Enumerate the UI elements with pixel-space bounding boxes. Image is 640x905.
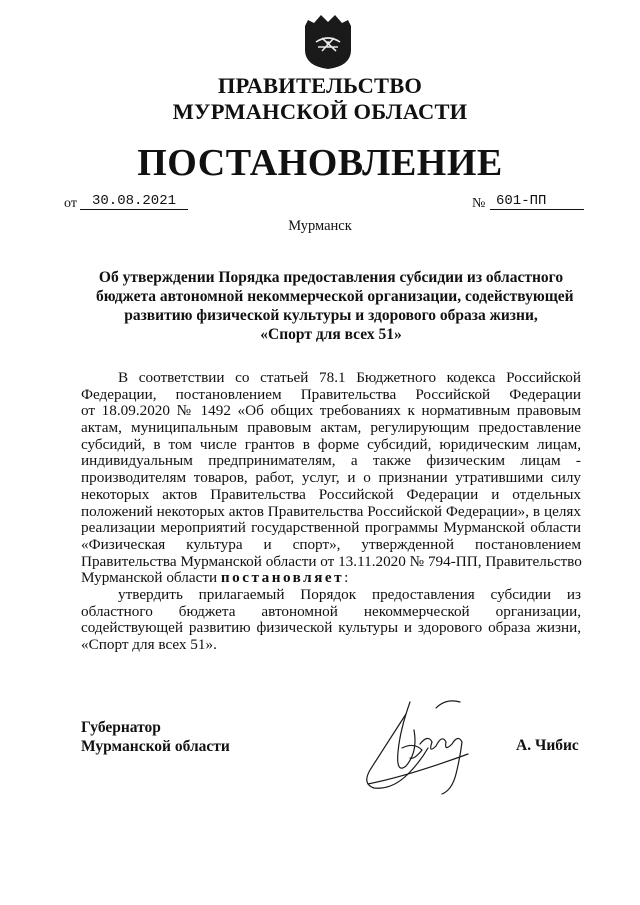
body-line: некоторых актов Правительства Российской Федерации и отдельных — [81, 485, 581, 503]
body-line: «Спорт для всех 51». — [81, 636, 217, 653]
body-line: «Физическая культура и спорт», утвержденной постановлением — [81, 535, 581, 553]
date-label: от — [64, 196, 77, 211]
position-line: Мурманской области — [81, 738, 230, 755]
decree-word: постановляет — [220, 569, 345, 587]
subject-line: «Спорт для всех 51» — [260, 326, 402, 343]
signatory-position — [81, 718, 230, 756]
body-line-decree — [81, 570, 581, 587]
body-line: субсидий, в том числе грантов в форме субсидий, юридическим лицам, — [81, 435, 581, 453]
document-title: ПОСТАНОВЛЕНИЕ — [137, 142, 503, 184]
position-line: Губернатор — [81, 719, 161, 736]
city-name: Мурманск — [288, 218, 352, 234]
org-name-line1: ПРАВИТЕЛЬСТВО — [217, 73, 423, 98]
number-label: № — [472, 196, 486, 211]
document-subject — [96, 268, 574, 344]
body-text: Мурманской области — [81, 569, 221, 587]
org-name-line2: МУРМАНСКОЙ ОБЛАСТИ — [172, 99, 468, 124]
subject-line: развитию физической культуры и здорового образа жизни, — [124, 307, 538, 324]
body-line: производителям товаров, работ, услуг, и о признании утратившими силу — [81, 469, 581, 487]
body-line: утвердить прилагаемый Порядок предоставления субсидии из — [118, 585, 581, 603]
body-line: индивидуальным предпринимателям, а также физическим лицам - — [81, 452, 581, 470]
body-line: реализации мероприятий государственной программы Мурманской области — [81, 519, 581, 537]
handwritten-signature-icon — [348, 690, 498, 800]
body-line: Федерации, постановлением Правительства Российской Федерации — [81, 385, 581, 403]
body-line: В соответствии со статьей 78.1 Бюджетного кодекса Российской — [118, 369, 581, 386]
document-number: 601-ПП — [490, 193, 584, 210]
document-date: 30.08.2021 — [80, 193, 188, 210]
subject-line: бюджета автономной некоммерческой организации, содействующей — [96, 288, 574, 305]
body-line: содействующей развитию физической культуры и здорового образа жизни, — [81, 619, 581, 637]
coat-of-arms-emblem-icon — [302, 12, 354, 70]
signatory-name: А. Чибис — [516, 737, 579, 754]
body-text: : — [344, 569, 349, 587]
body-line: положений некоторых актов Правительства Российской Федерации», в целях — [81, 502, 581, 520]
subject-line: Об утверждении Порядка предоставления субсидии из областного — [98, 269, 564, 286]
body-line: от 18.09.2020 № 1492 «Об общих требованиях к нормативным правовым — [81, 402, 581, 420]
body-line: актам, муниципальным правовым актам, регулирующим предоставление — [81, 419, 581, 437]
body-line: областного бюджета автономной некоммерческой организации, — [81, 602, 581, 620]
document-body — [81, 370, 581, 654]
body-line: Правительства Мурманской области от 13.11.2020 № 794-ПП, Правительство — [81, 552, 582, 570]
